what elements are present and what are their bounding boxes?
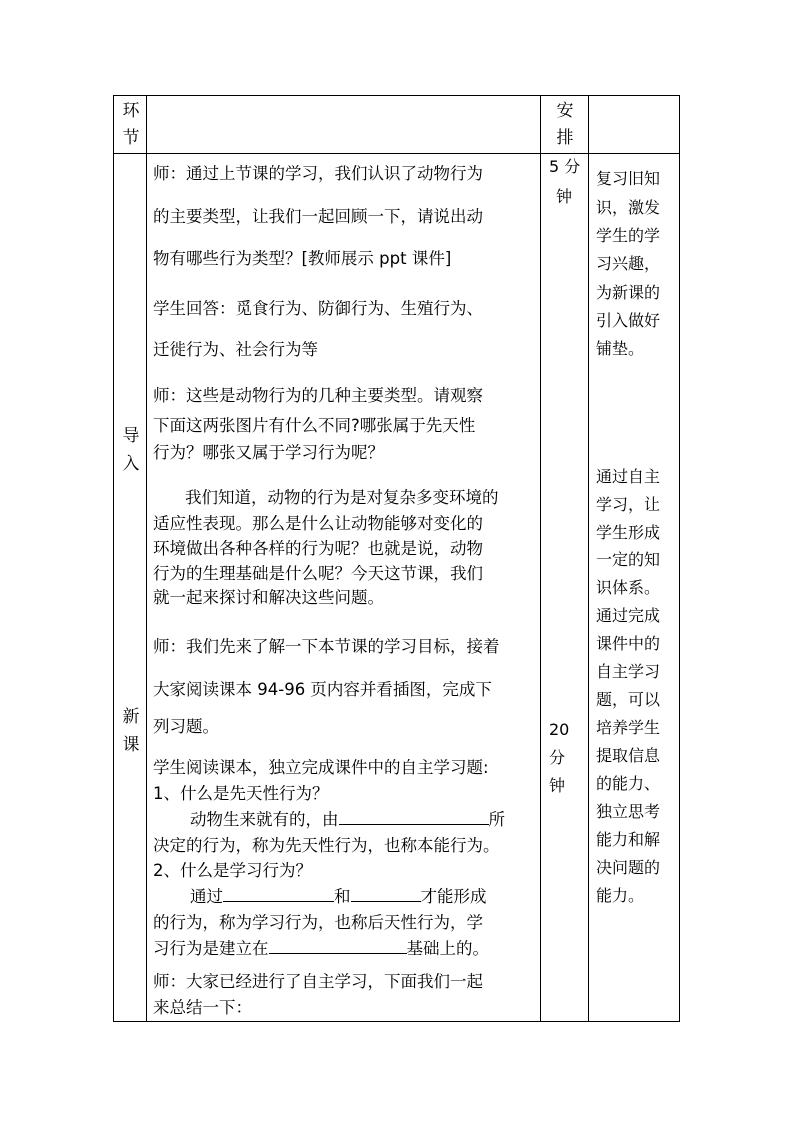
p6-question-1: 1、什么是先天性行为？ [153,784,329,803]
p6-line-3a: 动物生来就有的，由 [190,810,339,829]
p1-line-2: 的主要类型，让我们一起回顾一下，请说出动 [153,207,483,226]
col-divider-3 [588,95,589,1022]
p6-line-6a: 通过 [190,887,223,906]
note1-line-3: 学生的学 [596,226,661,245]
header-stage-char-2: 节 [122,128,140,148]
p1-line-1: 师：通过上节课的学习，我们认识了动物行为 [153,164,483,183]
header-time-char-1: 安 [556,101,574,121]
col-divider-1 [146,95,147,1022]
note2-line-6: 通过完成 [596,606,661,625]
time-new-1: 20 [549,720,570,739]
p5-line-2: 大家阅读课本 94-96 页内容并看插图，完成下 [153,680,492,699]
note2-line-1: 通过自主 [596,467,661,486]
note2-line-7: 课件中的 [596,634,661,653]
p6-line-8 [153,939,489,959]
p6-line-8a: 习行为是建立在 [153,939,269,958]
p1-line-3: 物有哪些行为类型？[教师展示 ppt 课件] [153,249,452,268]
fill-blank-2[interactable] [223,887,334,902]
fill-blank-4[interactable] [269,939,407,954]
note2-line-15: 决问题的 [596,858,661,877]
table-border-top [113,95,680,96]
fill-blank-3[interactable] [351,887,421,902]
header-time-char-2: 排 [556,128,574,148]
p6-line-7: 的行为，称为学习行为，也称后天性行为，学 [153,913,483,932]
header-divider [113,153,680,154]
p4-line-4: 行为的生理基础是什么呢？今天这节课，我们 [153,564,483,583]
p6-line-6c: 才能形成 [420,887,487,906]
note1-line-7: 铺垫。 [596,339,645,358]
header-stage-char-1: 环 [122,101,140,121]
table-border-left [113,95,114,1022]
p6-line-6 [190,887,487,907]
p6-line-9: 师：大家已经进行了自主学习，下面我们一起 [153,972,483,991]
note2-line-16: 能力。 [596,886,645,905]
note2-line-10: 培养学生 [596,718,661,737]
stage-intro-char-2: 入 [122,454,140,474]
note2-line-11: 提取信息 [596,746,661,765]
table-border-bottom [113,1021,680,1022]
p6-line-3b: 所 [488,810,505,829]
p6-line-4: 决定的行为，称为先天性行为，也称本能行为。 [153,836,500,855]
p2-line-1: 学生回答：觅食行为、防御行为、生殖行为、 [153,299,483,318]
note2-line-13: 独立思考 [596,802,661,821]
p6-line-3 [190,810,505,830]
note2-line-2: 学习，让 [596,495,661,514]
p5-line-3: 列习题。 [153,717,219,736]
time-intro-1: 5 分 [549,157,581,176]
p3-line-3: 行为？哪张又属于学习行为呢？ [153,443,384,462]
p6-line-6b: 和 [334,887,351,906]
note2-line-14: 能力和解 [596,830,661,849]
p2-line-2: 迁徙行为、社会行为等 [153,340,318,359]
stage-new-char-2: 课 [122,735,140,755]
stage-new-char-1: 新 [122,707,140,727]
time-new-3: 钟 [549,776,566,795]
note2-line-5: 识体系。 [596,578,661,597]
p6-line-1: 学生阅读课本，独立完成课件中的自主学习题: [153,758,489,777]
note2-line-8: 自主学习 [596,662,661,681]
note1-line-1: 复习旧知 [596,169,661,188]
note1-line-2: 识，激发 [596,198,661,217]
p6-line-10: 来总结一下： [153,998,252,1017]
stage-intro-char-1: 导 [122,426,140,446]
note1-line-6: 引入做好 [596,311,661,330]
note2-line-3: 学生形成 [596,523,661,542]
p4-line-3: 环境做出各种各样的行为呢？也就是说，动物 [153,539,483,558]
p4-line-1: 我们知道，动物的行为是对复杂多变环境的 [185,488,499,507]
note2-line-4: 一定的知 [596,550,661,569]
note2-line-9: 题，可以 [596,690,661,709]
p3-line-2: 下面这两张图片有什么不同?哪张属于先天性 [153,416,476,435]
time-new-2: 分 [549,748,566,767]
table-border-right [679,95,680,1022]
p3-line-1: 师：这些是动物行为的几种主要类型。请观察 [153,386,483,405]
note2-line-12: 的能力、 [596,774,661,793]
fill-blank-1[interactable] [339,810,489,825]
note1-line-5: 为新课的 [596,283,661,302]
time-intro-2: 钟 [556,187,573,206]
p6-line-8b: 基础上的。 [406,939,489,958]
p5-line-1: 师：我们先来了解一下本节课的学习目标，接着 [153,637,500,656]
p4-line-2: 适应性表现。那么是什么让动物能够对变化的 [153,514,483,533]
p4-line-5: 就一起来探讨和解决这些问题。 [153,588,384,607]
note1-line-4: 习兴趣， [596,254,661,273]
col-divider-2 [540,95,541,1022]
p6-question-2: 2、什么是学习行为？ [153,861,312,880]
